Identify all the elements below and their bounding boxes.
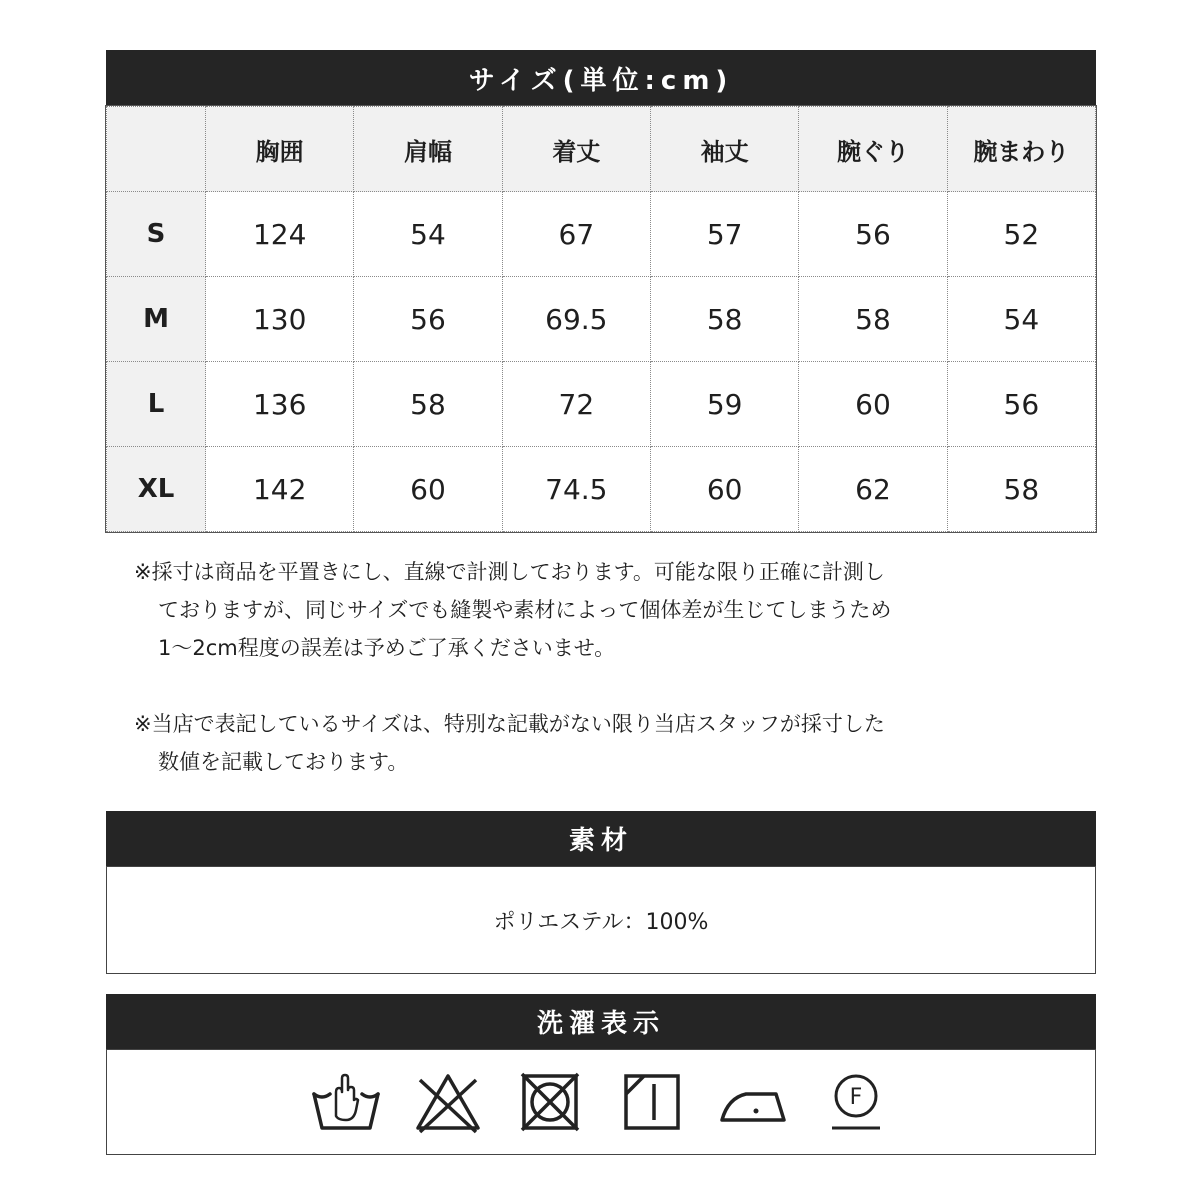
- size-title-text: サイズ(単位:cm): [468, 65, 734, 96]
- note-line: ※当店で表記しているサイズは、特別な記載がない限り当店スタッフが採寸した: [134, 712, 885, 736]
- table-cell: 124: [206, 192, 354, 277]
- column-header: 胸囲: [206, 107, 354, 192]
- table-cell: 142: [206, 447, 354, 532]
- no-tumble-dry-icon: [514, 1070, 586, 1134]
- size-table-title: [106, 50, 1096, 106]
- table-cell: 60: [799, 362, 947, 447]
- dry-clean-f-icon: [820, 1070, 892, 1134]
- table-cell: 52: [947, 192, 1095, 277]
- table-cell: 69.5: [502, 277, 650, 362]
- care-title-text: 洗濯表示: [536, 1009, 665, 1039]
- table-cell: 58: [650, 277, 798, 362]
- dry-clean-letter: F: [849, 1085, 863, 1110]
- size-label: S: [107, 192, 206, 277]
- size-table-header-row: [107, 107, 1096, 192]
- table-cell: 136: [206, 362, 354, 447]
- table-cell: 74.5: [502, 447, 650, 532]
- table-cell: 67: [502, 192, 650, 277]
- table-cell: 56: [947, 362, 1095, 447]
- size-label: XL: [107, 447, 206, 532]
- hand-wash-icon: [310, 1070, 382, 1134]
- care-symbols: [106, 1049, 1096, 1155]
- no-bleach-icon: [412, 1070, 484, 1134]
- material-title: [106, 811, 1096, 866]
- table-cell: 54: [947, 277, 1095, 362]
- size-notation-note: [134, 705, 1014, 781]
- table-row: [107, 447, 1096, 532]
- size-label: L: [107, 362, 206, 447]
- corner-cell: [107, 107, 206, 192]
- table-cell: 59: [650, 362, 798, 447]
- note-line: 数値を記載しております。: [158, 750, 409, 774]
- table-cell: 54: [354, 192, 502, 277]
- table-cell: 60: [650, 447, 798, 532]
- table-cell: 62: [799, 447, 947, 532]
- table-cell: 58: [947, 447, 1095, 532]
- table-cell: 58: [354, 362, 502, 447]
- table-cell: 72: [502, 362, 650, 447]
- measurement-note: [134, 553, 1014, 667]
- material-box: [106, 866, 1096, 974]
- table-row: [107, 362, 1096, 447]
- material-title-text: 素材: [568, 826, 633, 856]
- column-header: 袖丈: [650, 107, 798, 192]
- column-header: 腕ぐり: [799, 107, 947, 192]
- line-dry-shade-icon: [616, 1070, 688, 1134]
- table-cell: 56: [799, 192, 947, 277]
- table-cell: 57: [650, 192, 798, 277]
- table-cell: 60: [354, 447, 502, 532]
- size-label: M: [107, 277, 206, 362]
- table-row: [107, 277, 1096, 362]
- table-cell: 58: [799, 277, 947, 362]
- note-line: 1〜2cm程度の誤差は予めご了承くださいませ。: [158, 636, 616, 660]
- material-value: ポリエステル：100%: [493, 909, 709, 935]
- column-header: 腕まわり: [947, 107, 1095, 192]
- column-header: 着丈: [502, 107, 650, 192]
- table-cell: 130: [206, 277, 354, 362]
- size-table: [106, 106, 1096, 532]
- iron-low-icon: [718, 1070, 790, 1134]
- table-cell: 56: [354, 277, 502, 362]
- care-title: [106, 994, 1096, 1049]
- note-line: ておりますが、同じサイズでも縫製や素材によって個体差が生じてしまうため: [158, 598, 892, 622]
- column-header: 肩幅: [354, 107, 502, 192]
- note-line: ※採寸は商品を平置きにし、直線で計測しております。可能な限り正確に計測し: [134, 560, 885, 584]
- table-row: [107, 192, 1096, 277]
